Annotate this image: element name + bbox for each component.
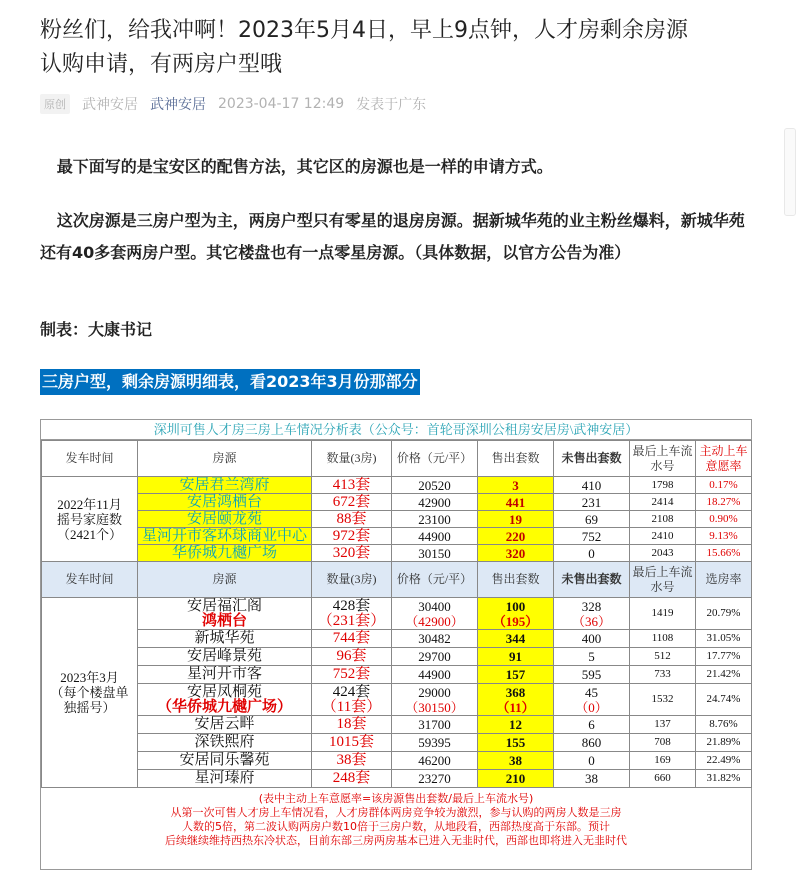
house-qty: 672套 [312,494,392,511]
footnote-line: 后续继续维持西热东冷状态，目前东部三房两房基本已进入无韭时代，西部也即将进入无韭时代 [165,834,627,847]
house-serial: 733 [630,666,696,684]
house-sold [478,684,554,716]
cell-line: 368 [505,684,526,700]
house-unsold: 595 [554,666,630,684]
header-cell: 选房率 [696,562,752,598]
house-sold: 320 [478,545,554,562]
house-qty: 1015套 [312,734,392,752]
house-price [392,684,478,716]
house-name: 安居颐龙苑 [138,511,312,528]
header-cell: 价格（元/平） [392,441,478,477]
house-rate: 15.66% [696,545,752,562]
cell-line: 428套 [332,597,371,614]
house-unsold: 400 [554,630,630,648]
house-unsold: 231 [554,494,630,511]
house-table [41,440,752,788]
publish-location: 发表于广东 [356,97,427,113]
house-price: 30150 [392,545,478,562]
house-price: 31700 [392,716,478,734]
house-unsold: 0 [554,545,630,562]
house-price: 44900 [392,666,478,684]
cell-line: （36） [571,613,611,629]
house-sold: 38 [478,752,554,770]
paragraph-1 [40,151,755,183]
house-rate: 31.82% [696,770,752,788]
house-serial: 2043 [630,545,696,562]
header-cell: 最后上车流水号 [630,562,696,598]
header-cell: 数量(3房) [312,562,392,598]
house-price: 30482 [392,630,478,648]
house-sold: 19 [478,511,554,528]
article-title [40,14,760,82]
house-serial: 660 [630,770,696,788]
house-name: 星河开市客 [138,666,312,684]
house-rate: 17.77% [696,648,752,666]
house-price: 29700 [392,648,478,666]
cell-line: 2022年11月 [57,496,122,512]
house-unsold: 69 [554,511,630,528]
table-row [42,752,752,770]
cell-line: （195） [492,613,539,629]
cell-line: 30400 [418,598,451,614]
cell-line: （11套） [321,698,382,715]
house-unsold: 6 [554,716,630,734]
house-serial: 512 [630,648,696,666]
house-rate: 22.49% [696,752,752,770]
group-label [42,598,138,788]
header-cell: 未售出套数 [554,562,630,598]
paragraph-3: 制表：大康书记 [40,320,153,339]
header-cell: 售出套数 [478,562,554,598]
house-qty: 248套 [312,770,392,788]
paragraph-2-text: 这次房源是三房户型为主，两房户型只有零星的退房房源。据新城华苑的业主粉丝爆料，新城华苑还有40多套两房户型。其它楼盘也有一点零星房源。（具体数据，以官方公告为准） [40,211,745,262]
house-unsold [554,598,630,630]
header-cell: 主动上车意愿率 [696,441,752,477]
house-rate: 9.13% [696,528,752,545]
house-sold: 344 [478,630,554,648]
house-price [392,598,478,630]
house-sold: 220 [478,528,554,545]
header-cell: 数量(3房) [312,441,392,477]
cell-line: 摇号家庭数 [56,511,122,527]
cell-line: （42900） [405,613,464,629]
house-name: 安居君兰湾府 [138,477,312,494]
house-price: 23100 [392,511,478,528]
house-serial: 2410 [630,528,696,545]
cell-line: 安居福汇阁 [186,597,262,614]
house-name: 华侨城九樾广场 [138,545,312,562]
publish-datetime: 2023-04-17 12:49 [218,96,345,112]
house-unsold: 752 [554,528,630,545]
cell-line: （每个楼盘单 [50,685,129,700]
house-qty [312,598,392,630]
house-unsold: 38 [554,770,630,788]
table-row [42,684,752,716]
table-row [42,494,752,511]
house-rate: 24.74% [696,684,752,716]
house-serial: 1798 [630,477,696,494]
cell-line: 29000 [418,684,451,700]
house-unsold [554,684,630,716]
house-rate: 18.27% [696,494,752,511]
paragraph-1-text: 最下面写的是宝安区的配售方法，其它区的房源也是一样的申请方式。 [56,157,553,176]
house-qty: 96套 [312,648,392,666]
cell-line: 45 [585,684,598,700]
house-price: 44900 [392,528,478,545]
cell-line: （0） [575,699,608,715]
header-cell: 价格（元/平） [392,562,478,598]
house-sold: 157 [478,666,554,684]
house-name: 安居云畔 [138,716,312,734]
cell-line: （11） [496,699,535,715]
cell-line: 安居凤桐苑 [186,683,262,700]
table-row [42,477,752,494]
table-row [42,528,752,545]
house-qty: 413套 [312,477,392,494]
house-serial: 2414 [630,494,696,511]
house-unsold: 860 [554,734,630,752]
table-image [40,419,752,870]
table-row [42,648,752,666]
house-rate: 8.76% [696,716,752,734]
house-rate: 21.89% [696,734,752,752]
footnote-line: 从第一次可售人才房上车情况看，人才房群体两房竞争较为激烈，参与认购的两房人数是三房 [170,806,622,819]
cell-line: （2421个） [56,526,122,542]
house-qty: 38套 [312,752,392,770]
house-sold [478,598,554,630]
house-qty: 320套 [312,545,392,562]
article-title-line2: 认购申请，有两房户型哦 [40,52,283,77]
house-qty: 752套 [312,666,392,684]
house-rate: 0.17% [696,477,752,494]
article-title-line1: 粉丝们，给我冲啊！2023年5月4日，早上9点钟，人才房剩余房源 [40,18,688,43]
house-unsold: 0 [554,752,630,770]
original-badge: 原创 [40,94,70,114]
table-row [42,511,752,528]
house-serial: 1108 [630,630,696,648]
table-row [42,545,752,562]
house-name: 安居鸿栖台 [138,494,312,511]
house-name: 星河开市客环球商业中心 [138,528,312,545]
house-sold: 91 [478,648,554,666]
house-qty [312,684,392,716]
header-cell: 房源 [138,441,312,477]
house-name: 星河瑧府 [138,770,312,788]
cell-line: 328 [581,598,602,614]
header-cell: 发车时间 [42,562,138,598]
house-sold: 210 [478,770,554,788]
house-qty: 972套 [312,528,392,545]
house-serial: 137 [630,716,696,734]
house-name: 安居同乐馨苑 [138,752,312,770]
house-rate: 31.05% [696,630,752,648]
house-name: 新城华苑 [138,630,312,648]
cell-line: （30150） [405,699,464,715]
table-footnote [41,788,751,852]
house-price: 46200 [392,752,478,770]
header-cell: 最后上车流水号 [630,441,696,477]
cell-line: 鸿栖台 [201,612,247,629]
house-sold: 3 [478,477,554,494]
table-header-row [42,562,752,598]
house-serial: 1532 [630,684,696,716]
footnote-line: 人数的5倍，第二波认购两房户数10倍于三房户数，从地段看，西部热度高于东部。预计 [182,820,610,833]
house-rate: 0.90% [696,511,752,528]
house-rate: 20.79% [696,598,752,630]
house-name [138,598,312,630]
house-qty: 88套 [312,511,392,528]
house-name: 深铁熙府 [138,734,312,752]
house-qty: 18套 [312,716,392,734]
table-row [42,716,752,734]
house-name [138,684,312,716]
highlighted-heading: 三房户型，剩余房源明细表，看2023年3月份那部分 [40,369,420,395]
house-price: 20520 [392,477,478,494]
cell-line: 2023年3月 [60,670,119,685]
table-row [42,734,752,752]
table-header-row [42,441,752,477]
house-serial: 169 [630,752,696,770]
house-unsold: 5 [554,648,630,666]
house-price: 42900 [392,494,478,511]
house-serial: 708 [630,734,696,752]
house-sold: 12 [478,716,554,734]
table-row [42,598,752,630]
house-price: 23270 [392,770,478,788]
house-unsold: 410 [554,477,630,494]
table-row [42,630,752,648]
article-meta [40,93,426,115]
side-scrollbar[interactable] [784,128,796,216]
paragraph-2 [40,205,755,269]
account-link[interactable]: 武神安居 [150,97,206,113]
header-cell: 未售出套数 [554,441,630,477]
header-cell: 售出套数 [478,441,554,477]
cell-line: （华侨城九樾广场） [156,698,292,715]
cell-line: （231套） [317,612,386,629]
group-label [42,477,138,562]
house-serial: 2108 [630,511,696,528]
cell-line: 独摇号） [63,700,116,715]
house-price: 59395 [392,734,478,752]
table-row [42,770,752,788]
header-cell: 发车时间 [42,441,138,477]
author-name: 武神安居 [82,97,138,113]
house-qty: 744套 [312,630,392,648]
header-cell: 房源 [138,562,312,598]
table-title: 深圳可售人才房三房上车情况分析表（公众号：首轮哥深圳公租房安居房\武神安居） [41,420,751,440]
cell-line: 100 [505,598,526,614]
house-sold: 441 [478,494,554,511]
house-name: 安居峰景苑 [138,648,312,666]
house-sold: 155 [478,734,554,752]
footnote-line: (表中主动上车意愿率=该房源售出套数/最后上车流水号) [258,792,534,805]
house-serial: 1419 [630,598,696,630]
house-rate: 21.42% [696,666,752,684]
table-row [42,666,752,684]
cell-line: 424套 [332,683,371,700]
